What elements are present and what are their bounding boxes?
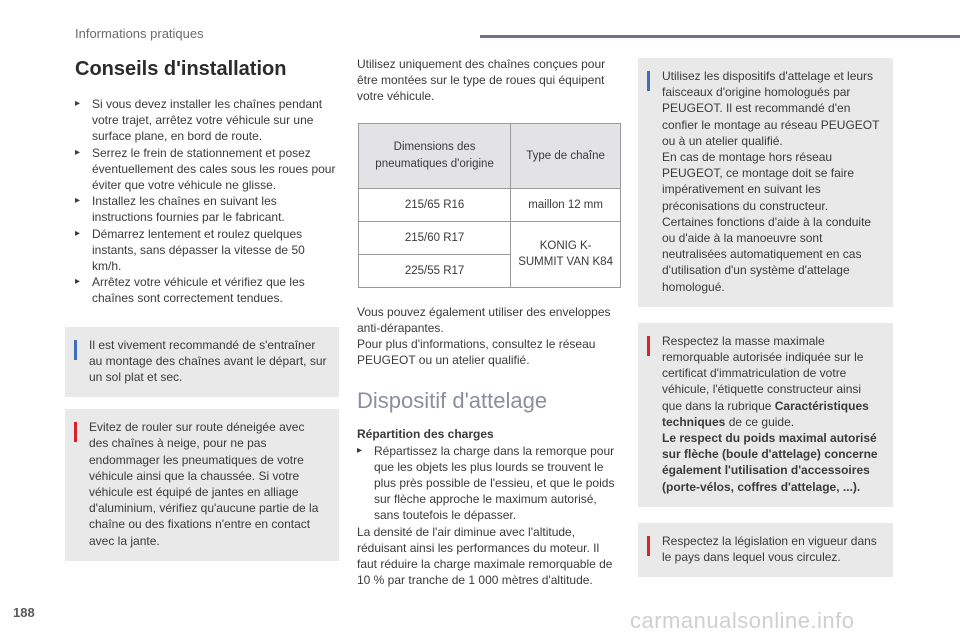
load-distribution-heading: Répartition des charges bbox=[357, 427, 494, 442]
warning-box-text: Evitez de rouler sur route déneigée avec des chaînes à neige, pour ne pas endommager les pneumatiques de votre véhicule ainsi que la chaussée. Si votre véhicule est équipé de jantes en alliage d'aluminium, vérifiez qu'aucune partie de la chaîne ou des fixations n'entre en contact avec la jante. bbox=[89, 420, 319, 548]
list-item bbox=[75, 226, 337, 275]
table-row bbox=[359, 221, 621, 254]
bullet-icon: ▸ bbox=[75, 195, 81, 207]
installation-title: Conseils d'installation bbox=[75, 58, 287, 80]
tyre-chain-table bbox=[358, 123, 621, 288]
column-header-chain-type: Type de chaîne bbox=[511, 123, 621, 188]
warning-icon bbox=[647, 536, 650, 556]
tyre-size-cell: 215/65 R16 bbox=[359, 188, 511, 221]
list-item bbox=[75, 193, 337, 225]
anti-skid-note: Vous pouvez également utiliser des enveloppes anti-dérapantes. bbox=[357, 304, 611, 335]
warning-box bbox=[65, 409, 339, 561]
more-info-note: Pour plus d'informations, consultez le réseau PEUGEOT ou un atelier qualifié. bbox=[357, 337, 596, 368]
warning-box bbox=[638, 523, 893, 577]
bullet-icon: ▸ bbox=[75, 227, 81, 239]
warning-text-tail: de ce guide. bbox=[728, 414, 795, 429]
info-box-text: Certaines fonctions d'aide à la conduite ou d'aide à la manoeuvre sont neutralisées automatiquement en cas d'utilisation d'un système d'attelage homologué. bbox=[662, 214, 872, 294]
tyre-size-cell: 225/55 R17 bbox=[359, 254, 511, 287]
list-item bbox=[75, 145, 337, 194]
info-box-text: Utilisez les dispositifs d'attelage et leurs faisceaux d'origine homologués par PEUGEOT. Il est recommandé d'en confier le montage au réseau PEUGEOT ou à un atelier qualifié. bbox=[662, 69, 880, 148]
chain-type-cell: KONIG K-SUMMIT VAN K84 bbox=[511, 221, 621, 287]
warning-box-text bbox=[662, 333, 881, 430]
column-chains-towing bbox=[357, 58, 622, 600]
column-installation bbox=[75, 58, 337, 571]
list-item-text: Serrez le frein de stationnement et posez éventuellement des cales sous les roues pour éviter que votre véhicule ne glisse. bbox=[92, 145, 336, 193]
tyre-size-cell: 215/60 R17 bbox=[359, 221, 511, 254]
list-item-text: Arrêtez votre véhicule et vérifiez que les chaînes sont correctement tendues. bbox=[92, 275, 305, 306]
list-item-text: Répartissez la charge dans la remorque pour que les objets les plus lourds se trouvent le plus près possible de l'essieu, et que le poids sur flèche approche le maximum autorisé, sans toutefois le dépasser. bbox=[374, 443, 615, 523]
bullet-icon: ▸ bbox=[75, 276, 81, 288]
bullet-icon: ▸ bbox=[75, 146, 81, 158]
altitude-note: La densité de l'air diminue avec l'altitude, réduisant ainsi les performances du moteur. Il faut réduire la charge maximale remorquable de 10 % par tranche de 1 000 mètres d'altitude. bbox=[357, 524, 613, 588]
warning-icon bbox=[74, 422, 77, 442]
info-icon bbox=[74, 340, 77, 360]
chain-type-cell: maillon 12 mm bbox=[511, 188, 621, 221]
info-icon bbox=[647, 71, 650, 91]
watermark: carmanualsonline.info bbox=[630, 608, 855, 633]
warning-icon bbox=[647, 336, 650, 356]
towing-title: Dispositif d'attelage bbox=[357, 388, 548, 414]
bullet-icon: ▸ bbox=[75, 98, 81, 109]
section-header: Informations pratiques bbox=[75, 26, 204, 41]
list-item bbox=[75, 96, 337, 145]
list-item bbox=[357, 443, 622, 524]
warning-bold-reference: Caractéristiques techniques bbox=[662, 398, 869, 429]
page-number: 188 bbox=[13, 605, 35, 620]
load-distribution-list bbox=[357, 443, 622, 524]
info-box bbox=[638, 58, 893, 307]
installation-steps bbox=[75, 96, 337, 307]
warning-bold-text: Le respect du poids maximal autorisé sur flèche (boule d'attelage) concerne également l'utilisation d'accessoires (porte-vélos, coffres d'attelage, ...). bbox=[662, 431, 878, 494]
column-header-tyre-size: Dimensions des pneumatiques d'origine bbox=[359, 123, 511, 188]
info-box bbox=[65, 327, 339, 398]
info-box-text: En cas de montage hors réseau PEUGEOT, ce montage doit se faire impérativement en suivant les préconisations du constructeur. bbox=[662, 150, 855, 213]
list-item bbox=[75, 274, 337, 306]
list-item-text: Démarrez lentement et roulez quelques instants, sans dépasser la vitesse de 50 km/h. bbox=[92, 226, 305, 274]
warning-box bbox=[638, 323, 893, 507]
warning-text: Respectez la masse maximale remorquable autorisée indiquée sur le certificat d'immatriculation de votre véhicule, l'étiquette constructeur ainsi que dans la rubrique bbox=[662, 333, 864, 413]
list-item-text: Installez les chaînes en suivant les instructions fournies par le fabricant. bbox=[92, 194, 285, 225]
list-item-text: Si vous devez installer les chaînes pendant votre trajet, arrêtez votre véhicule sur une surface plane, en bord de route. bbox=[92, 97, 323, 144]
column-towing-notes bbox=[648, 58, 903, 587]
table-header-row bbox=[359, 123, 621, 188]
warning-box-text: Respectez la législation en vigueur dans le pays dans lequel vous circulez. bbox=[662, 533, 877, 565]
info-box-text: Il est vivement recommandé de s'entraîner au montage des chaînes avant le départ, sur un sol plat et sec. bbox=[89, 337, 327, 385]
chains-intro: Utilisez uniquement des chaînes conçues pour être montées sur le type de roues qui équipent votre véhicule. bbox=[357, 57, 606, 104]
header-rule bbox=[480, 35, 960, 38]
table-row bbox=[359, 188, 621, 221]
bullet-icon: ▸ bbox=[357, 444, 363, 456]
